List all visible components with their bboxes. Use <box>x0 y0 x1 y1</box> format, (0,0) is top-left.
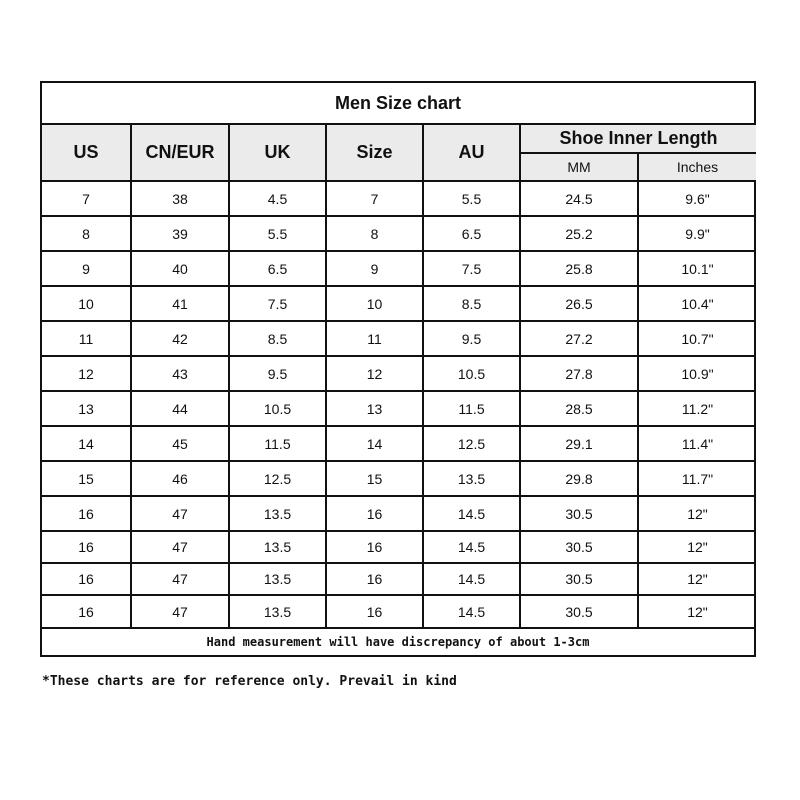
cell-cn-eur: 47 <box>132 497 230 532</box>
cell-inches: 12" <box>639 564 756 596</box>
cell-mm: 28.5 <box>521 392 639 427</box>
cell-mm: 29.8 <box>521 462 639 497</box>
header-uk: UK <box>230 125 327 182</box>
cell-size: 16 <box>327 564 424 596</box>
header-us: US <box>42 125 132 182</box>
cell-au: 14.5 <box>424 596 521 629</box>
cell-cn-eur: 45 <box>132 427 230 462</box>
size-grid <box>42 125 754 629</box>
cell-mm: 30.5 <box>521 564 639 596</box>
cell-au: 9.5 <box>424 322 521 357</box>
header-size: Size <box>327 125 424 182</box>
cell-au: 13.5 <box>424 462 521 497</box>
cell-cn-eur: 43 <box>132 357 230 392</box>
cell-inches: 12" <box>639 532 756 564</box>
cell-mm: 29.1 <box>521 427 639 462</box>
cell-inches: 12" <box>639 596 756 629</box>
cell-au: 8.5 <box>424 287 521 322</box>
cell-mm: 25.2 <box>521 217 639 252</box>
cell-cn-eur: 38 <box>132 182 230 217</box>
cell-uk: 6.5 <box>230 252 327 287</box>
cell-us: 7 <box>42 182 132 217</box>
cell-inches: 10.9" <box>639 357 756 392</box>
cell-size: 14 <box>327 427 424 462</box>
cell-au: 14.5 <box>424 564 521 596</box>
cell-mm: 24.5 <box>521 182 639 217</box>
cell-au: 10.5 <box>424 357 521 392</box>
cell-size: 9 <box>327 252 424 287</box>
cell-cn-eur: 47 <box>132 564 230 596</box>
cell-uk: 13.5 <box>230 596 327 629</box>
cell-mm: 30.5 <box>521 532 639 564</box>
cell-cn-eur: 47 <box>132 532 230 564</box>
cell-size: 11 <box>327 322 424 357</box>
cell-us: 10 <box>42 287 132 322</box>
cell-inches: 12" <box>639 497 756 532</box>
cell-cn-eur: 47 <box>132 596 230 629</box>
cell-size: 12 <box>327 357 424 392</box>
cell-inches: 11.2" <box>639 392 756 427</box>
cell-size: 8 <box>327 217 424 252</box>
cell-au: 7.5 <box>424 252 521 287</box>
cell-mm: 27.2 <box>521 322 639 357</box>
cell-inches: 10.7" <box>639 322 756 357</box>
header-mm: MM <box>521 154 639 182</box>
measurement-note: Hand measurement will have discrepancy of about 1-3cm <box>206 635 590 649</box>
header-cn-eur: CN/EUR <box>132 125 230 182</box>
cell-cn-eur: 42 <box>132 322 230 357</box>
cell-cn-eur: 39 <box>132 217 230 252</box>
cell-size: 13 <box>327 392 424 427</box>
cell-size: 16 <box>327 497 424 532</box>
cell-inches: 11.4" <box>639 427 756 462</box>
cell-au: 5.5 <box>424 182 521 217</box>
reference-footnote: *These charts are for reference only. Prevail in kind <box>42 674 457 689</box>
cell-uk: 13.5 <box>230 564 327 596</box>
cell-size: 16 <box>327 596 424 629</box>
cell-us: 13 <box>42 392 132 427</box>
cell-us: 9 <box>42 252 132 287</box>
cell-au: 14.5 <box>424 532 521 564</box>
cell-us: 15 <box>42 462 132 497</box>
cell-uk: 13.5 <box>230 497 327 532</box>
cell-inches: 10.1" <box>639 252 756 287</box>
cell-cn-eur: 44 <box>132 392 230 427</box>
cell-size: 10 <box>327 287 424 322</box>
header-inches: Inches <box>639 154 756 182</box>
cell-cn-eur: 40 <box>132 252 230 287</box>
cell-inches: 10.4" <box>639 287 756 322</box>
cell-mm: 26.5 <box>521 287 639 322</box>
cell-cn-eur: 46 <box>132 462 230 497</box>
cell-uk: 5.5 <box>230 217 327 252</box>
cell-mm: 25.8 <box>521 252 639 287</box>
cell-au: 6.5 <box>424 217 521 252</box>
header-shoe-inner-length: Shoe Inner Length <box>521 125 756 154</box>
cell-us: 12 <box>42 357 132 392</box>
cell-us: 11 <box>42 322 132 357</box>
cell-uk: 8.5 <box>230 322 327 357</box>
cell-us: 14 <box>42 427 132 462</box>
header-au: AU <box>424 125 521 182</box>
cell-mm: 30.5 <box>521 596 639 629</box>
cell-size: 7 <box>327 182 424 217</box>
cell-uk: 12.5 <box>230 462 327 497</box>
cell-size: 16 <box>327 532 424 564</box>
cell-size: 15 <box>327 462 424 497</box>
cell-mm: 30.5 <box>521 497 639 532</box>
cell-us: 16 <box>42 596 132 629</box>
cell-au: 14.5 <box>424 497 521 532</box>
cell-mm: 27.8 <box>521 357 639 392</box>
cell-uk: 7.5 <box>230 287 327 322</box>
cell-us: 16 <box>42 564 132 596</box>
cell-us: 16 <box>42 532 132 564</box>
cell-au: 11.5 <box>424 392 521 427</box>
cell-uk: 11.5 <box>230 427 327 462</box>
size-chart-table <box>40 81 756 657</box>
cell-cn-eur: 41 <box>132 287 230 322</box>
cell-inches: 9.6" <box>639 182 756 217</box>
cell-uk: 10.5 <box>230 392 327 427</box>
cell-inches: 9.9" <box>639 217 756 252</box>
cell-uk: 4.5 <box>230 182 327 217</box>
cell-inches: 11.7" <box>639 462 756 497</box>
cell-us: 8 <box>42 217 132 252</box>
cell-uk: 9.5 <box>230 357 327 392</box>
cell-us: 16 <box>42 497 132 532</box>
cell-au: 12.5 <box>424 427 521 462</box>
chart-title: Men Size chart <box>42 83 754 125</box>
cell-uk: 13.5 <box>230 532 327 564</box>
